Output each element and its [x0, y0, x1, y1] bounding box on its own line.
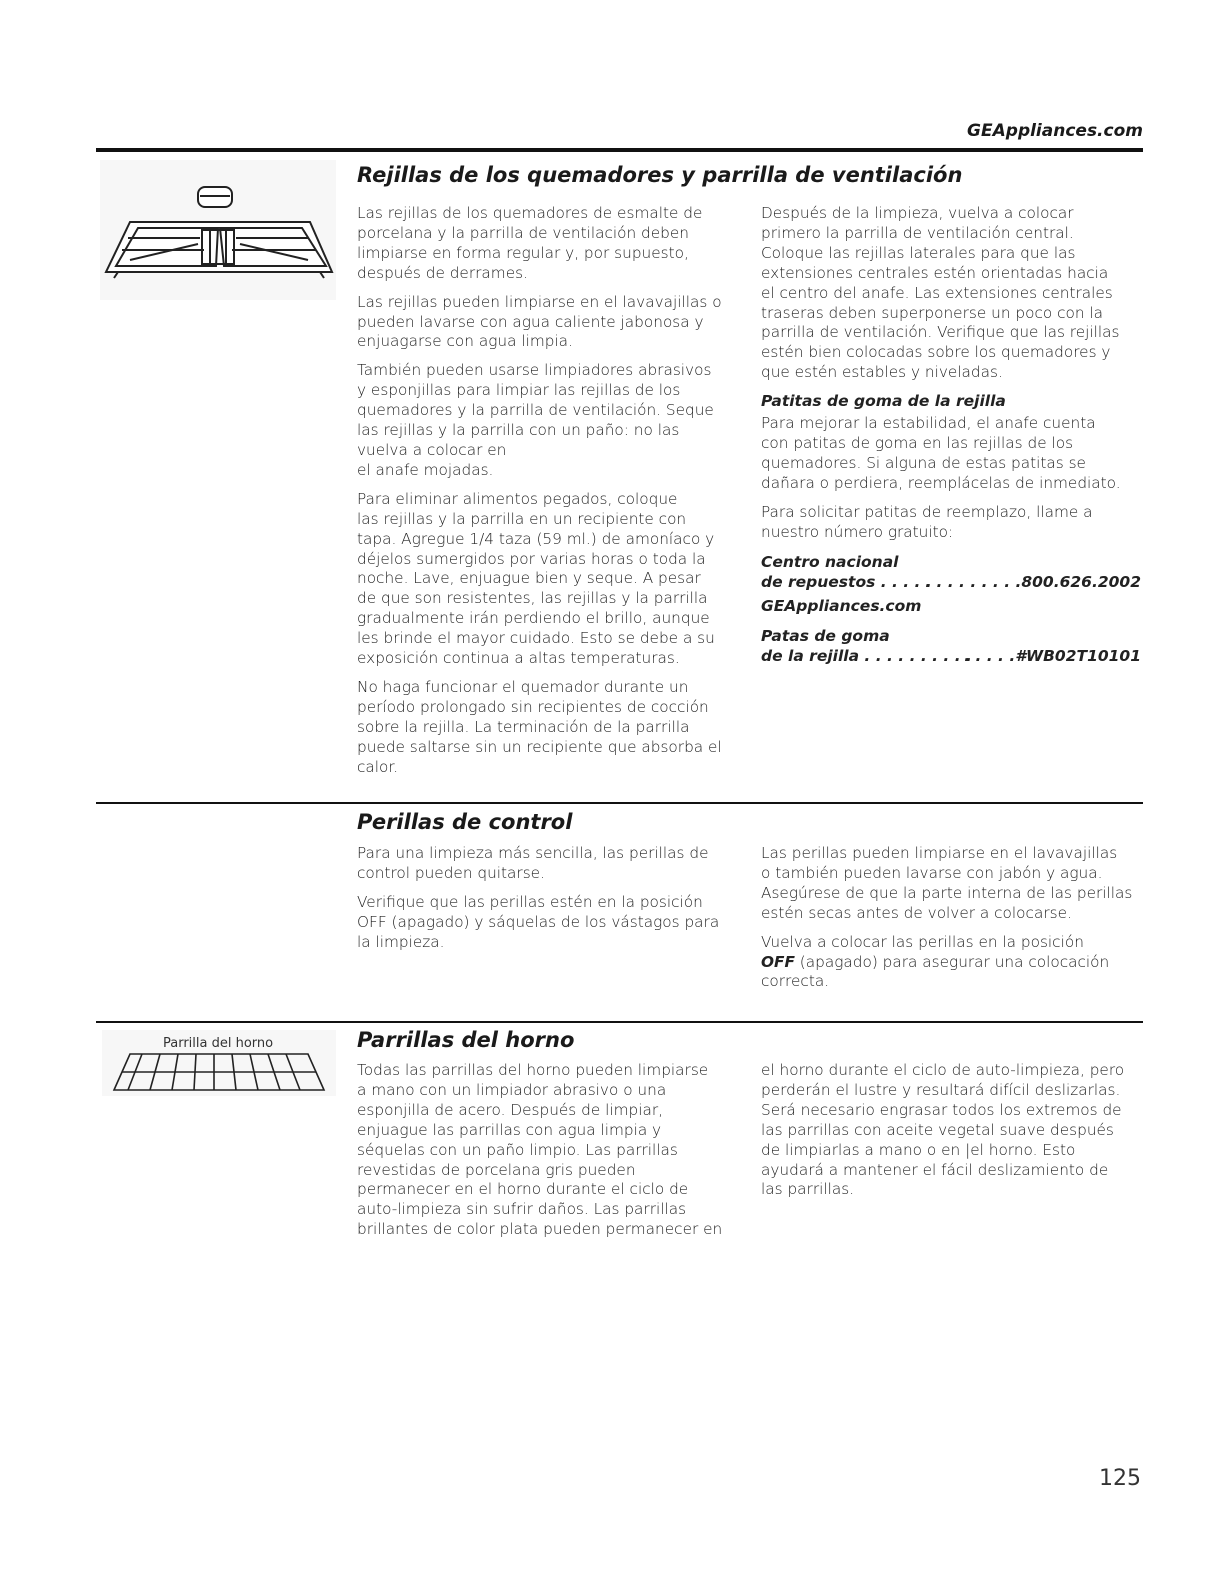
text-line: pueden lavarse con agua caliente jabonosa y	[357, 312, 704, 331]
knobs-right-column	[761, 844, 1141, 1001]
paragraph	[357, 893, 737, 953]
paragraph	[761, 1061, 1141, 1200]
text-line: No haga funcionar el quemador durante un	[357, 677, 689, 696]
text-line: exposición continua a altas temperaturas.	[357, 649, 680, 668]
text-line: Todas las parrillas del horno pueden limpiarse	[357, 1061, 709, 1079]
text-line: enjuague las parrillas con agua limpia y	[357, 1120, 662, 1139]
off-label: OFF	[761, 952, 795, 971]
paragraph	[357, 1061, 737, 1240]
racks-right-column	[761, 1061, 1141, 1209]
parts-center-row	[761, 572, 1141, 592]
text-line: les brinde el mayor cuidado. Esto se debe a su	[357, 629, 715, 648]
text-line: las parrillas.	[761, 1180, 855, 1199]
text-line: esponjilla de acero. Después de limpiar,	[357, 1100, 664, 1119]
text-line: traseras deben superponerse un poco con la	[761, 303, 1104, 322]
text-line: Para eliminar alimentos pegados, coloque	[357, 489, 678, 508]
text-line: limpiarse en forma regular y, por supuesto,	[357, 243, 689, 262]
parts-feet-label: de la rejilla . . . . . . . . . .	[761, 646, 972, 665]
text-line: con patitas de goma en las rejillas de los	[761, 433, 1074, 452]
text-line: quemadores. Si alguna de estas patitas se	[761, 453, 1086, 472]
text-line: porcelana y la parrilla de ventilación deben	[357, 223, 689, 242]
text-line: control pueden quitarse.	[357, 863, 545, 882]
text-line: Vuelva a colocar las perillas en la posición	[761, 932, 1084, 951]
subheading-rubber-feet: Patitas de goma de la rejilla	[761, 392, 1006, 411]
text-line: Será necesario engrasar todos los extremos de	[761, 1100, 1122, 1119]
parts-feet-row	[761, 646, 1141, 666]
parts-center-line1: Centro nacional	[761, 552, 899, 571]
text-line: Coloque las rejillas laterales para que las	[761, 243, 1076, 262]
text-line: Asegúrese de que la parte interna de las perillas	[761, 883, 1133, 902]
text-line: las rejillas y la parrilla en un recipiente con	[357, 509, 687, 528]
text-line: OFF (apagado) y sáquelas de los vástagos para	[357, 912, 720, 931]
text-line: estén bien colocadas sobre los quemadores y	[761, 343, 1111, 362]
text-line: extensiones centrales estén orientadas hacia	[761, 263, 1109, 282]
text-line: puede saltarse sin un recipiente que absorba el	[357, 737, 722, 756]
paragraph	[357, 490, 737, 669]
text-line: primero la parrilla de ventilación central.	[761, 223, 1074, 242]
text-line: Para solicitar patitas de reemplazo, llame a	[761, 502, 1093, 521]
text-fragment: (apagado) para asegurar una colocación	[794, 952, 1110, 971]
parts-center-label: de repuestos . . . . .	[761, 572, 932, 591]
text-line: revestidas de porcelana gris pueden	[357, 1160, 636, 1179]
paragraph	[357, 361, 737, 480]
text-line: noche. Lave, enjuague bien y seque. A pesar	[357, 569, 701, 588]
text-line: sobre la rejilla. La terminación de la parrilla	[357, 717, 690, 736]
text-line: el centro del anafe. Las extensiones centrales	[761, 283, 1113, 302]
paragraph	[357, 204, 737, 284]
text-line: calor.	[357, 757, 399, 776]
text-line: gradualmente irán perdiendo el brillo, aunque	[357, 609, 710, 628]
text-line: perderán el lustre y resultará difícil deslizarlas.	[761, 1080, 1121, 1099]
section-divider	[96, 148, 1143, 152]
section-divider	[96, 1021, 1143, 1023]
text-line: déjelos sumergidos por varias horas o toda la	[357, 549, 706, 568]
text-line: período prolongado sin recipientes de cocción	[357, 697, 709, 716]
text-line: brillantes de color plata pueden permanecer en	[357, 1220, 723, 1239]
text-line: dañara o perdiera, reemplácelas de inmediato.	[761, 473, 1121, 492]
text-line: tapa. Agregue 1/4 taza (59 ml.) de amoníaco y	[357, 529, 715, 548]
text-line: permanecer en el horno durante el ciclo de	[357, 1180, 689, 1199]
parts-feet-number: . . . . .#WB02T10101	[964, 646, 1141, 665]
section-title-grates: Rejillas de los quemadores y parrilla de ventilación	[357, 163, 963, 187]
text-line: el anafe mojadas.	[357, 460, 494, 479]
text-line: ayudará a mantener el fácil deslizamiento de	[761, 1160, 1109, 1179]
text-line: después de derrames.	[357, 263, 528, 282]
site-url: GEAppliances.com	[967, 121, 1143, 141]
section-divider	[96, 802, 1143, 804]
paragraph	[761, 844, 1141, 924]
burner-grate-illustration	[100, 160, 336, 300]
text-line: de limpiarlas a mano o en |el horno. Esto	[761, 1140, 1076, 1159]
text-line: auto-limpieza sin sufrir daños. Las parrillas	[357, 1200, 687, 1219]
paragraph	[357, 678, 737, 778]
paragraph	[357, 844, 737, 884]
text-line: de que son resistentes, las rejillas y la parrilla	[357, 589, 708, 608]
text-line: Para una limpieza más sencilla, las perillas de	[357, 844, 709, 862]
text-line: parrilla de ventilación. Verifique que las rejillas	[761, 323, 1120, 342]
text-line: Para mejorar la estabilidad, el anafe cuenta	[761, 414, 1096, 433]
paragraph	[357, 293, 737, 353]
text-line: y esponjillas para limpiar las rejillas de los	[357, 381, 681, 400]
grates-left-column	[357, 204, 737, 786]
parts-feet-line1: Patas de goma	[761, 626, 890, 645]
oven-rack-label: Parrilla del horno	[160, 1036, 276, 1051]
text-line: correcta.	[761, 972, 830, 991]
text-line: Las perillas pueden limpiarse en el lavavajillas	[761, 844, 1118, 862]
text-line	[761, 953, 1141, 973]
grates-right-column	[761, 204, 1141, 666]
paragraph	[761, 933, 1141, 993]
text-line: las rejillas y la parrilla con un paño: no las	[357, 421, 680, 440]
text-line: Verifique que las perillas estén en la posición	[357, 892, 703, 911]
text-line: el horno durante el ciclo de auto-limpieza, pero	[761, 1061, 1125, 1079]
text-line: vuelva a colocar en	[357, 440, 507, 459]
text-line: También pueden usarse limpiadores abrasivos	[357, 361, 712, 380]
parts-phone-number: . . . . . . . . .800.626.2002	[925, 572, 1141, 591]
section-title-knobs: Perillas de control	[357, 810, 573, 834]
text-line: a mano con un limpiador abrasivo o una	[357, 1080, 667, 1099]
racks-left-column	[357, 1061, 737, 1249]
text-line: quemadores y la parrilla de ventilación. Seque	[357, 401, 714, 420]
text-line: Las rejillas pueden limpiarse en el lavavajillas o	[357, 292, 722, 311]
text-line: estén secas antes de volver a colocarse.	[761, 903, 1072, 922]
text-line: Las rejillas de los quemadores de esmalte de	[357, 204, 703, 222]
text-line: Después de la limpieza, vuelva a colocar	[761, 204, 1074, 222]
text-line: las parrillas con aceite vegetal suave después	[761, 1120, 1114, 1139]
text-line: séquelas con un paño limpio. Las parrillas	[357, 1140, 678, 1159]
text-line: que estén estables y niveladas.	[761, 363, 1003, 382]
text-line: o también pueden lavarse con jabón y agua.	[761, 863, 1103, 882]
knobs-left-column	[357, 844, 737, 962]
parts-website: GEAppliances.com	[761, 596, 922, 615]
text-line: nuestro número gratuito:	[761, 522, 954, 541]
text-line: enjuagarse con agua limpia.	[357, 332, 573, 351]
text-line: la limpieza.	[357, 932, 445, 951]
section-title-oven-racks: Parrillas del horno	[357, 1028, 575, 1052]
paragraph	[761, 414, 1141, 494]
page-number: 125	[1099, 1466, 1141, 1491]
paragraph	[761, 503, 1141, 543]
paragraph	[761, 204, 1141, 383]
parts-list	[761, 552, 1141, 666]
